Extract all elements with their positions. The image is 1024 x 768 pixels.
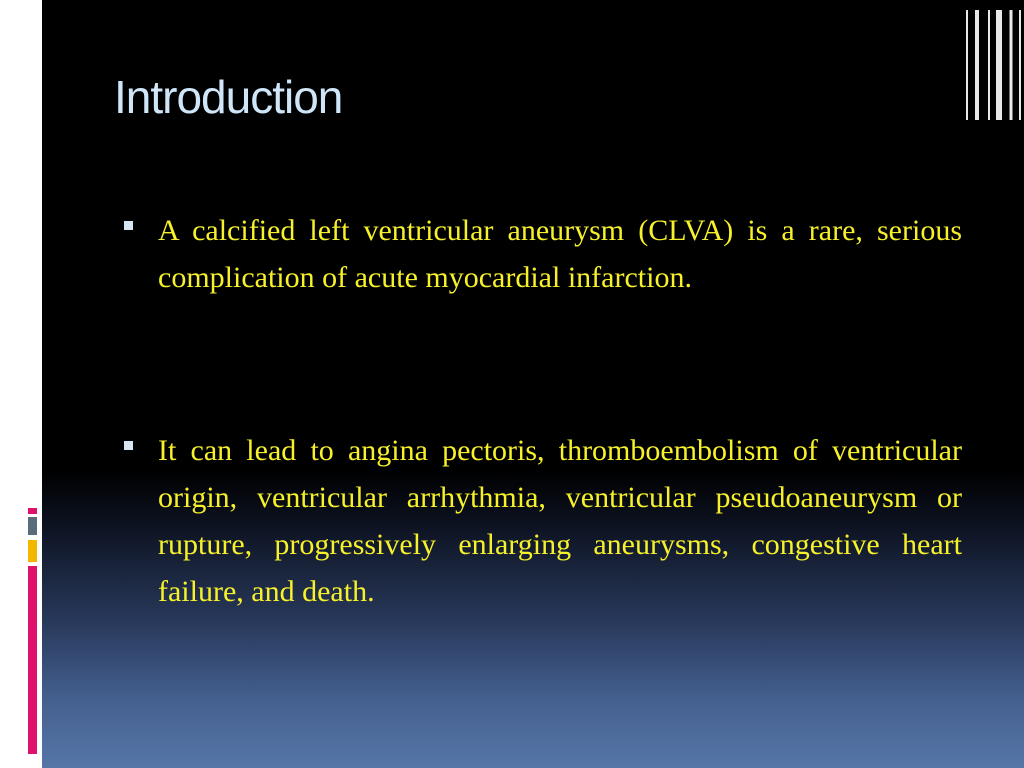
accent-bar-pink-top bbox=[28, 508, 37, 514]
accent-bar-yellow bbox=[28, 540, 37, 562]
accent-bar-pink-long bbox=[28, 566, 37, 754]
bullet-text: A calcified left ventricular aneurysm (CLVA) is a rare, serious complication of acute myocardial infarction. bbox=[158, 214, 962, 294]
slide-title: Introduction bbox=[114, 71, 343, 123]
square-bullet-icon bbox=[124, 441, 133, 450]
corner-lines-decoration bbox=[955, 5, 1024, 125]
left-margin-strip bbox=[0, 0, 42, 768]
bullet-text: It can lead to angina pectoris, thromboembolism of ventricular origin, ventricular arrhythmia, ventricular pseudoaneurysm or rupture, progressively enlarging aneurysms, congestive heart failure, and death. bbox=[158, 434, 962, 608]
bullet-item bbox=[122, 207, 962, 301]
accent-bar-gray bbox=[28, 517, 37, 535]
square-bullet-icon bbox=[124, 221, 133, 230]
bullet-item bbox=[122, 427, 962, 615]
